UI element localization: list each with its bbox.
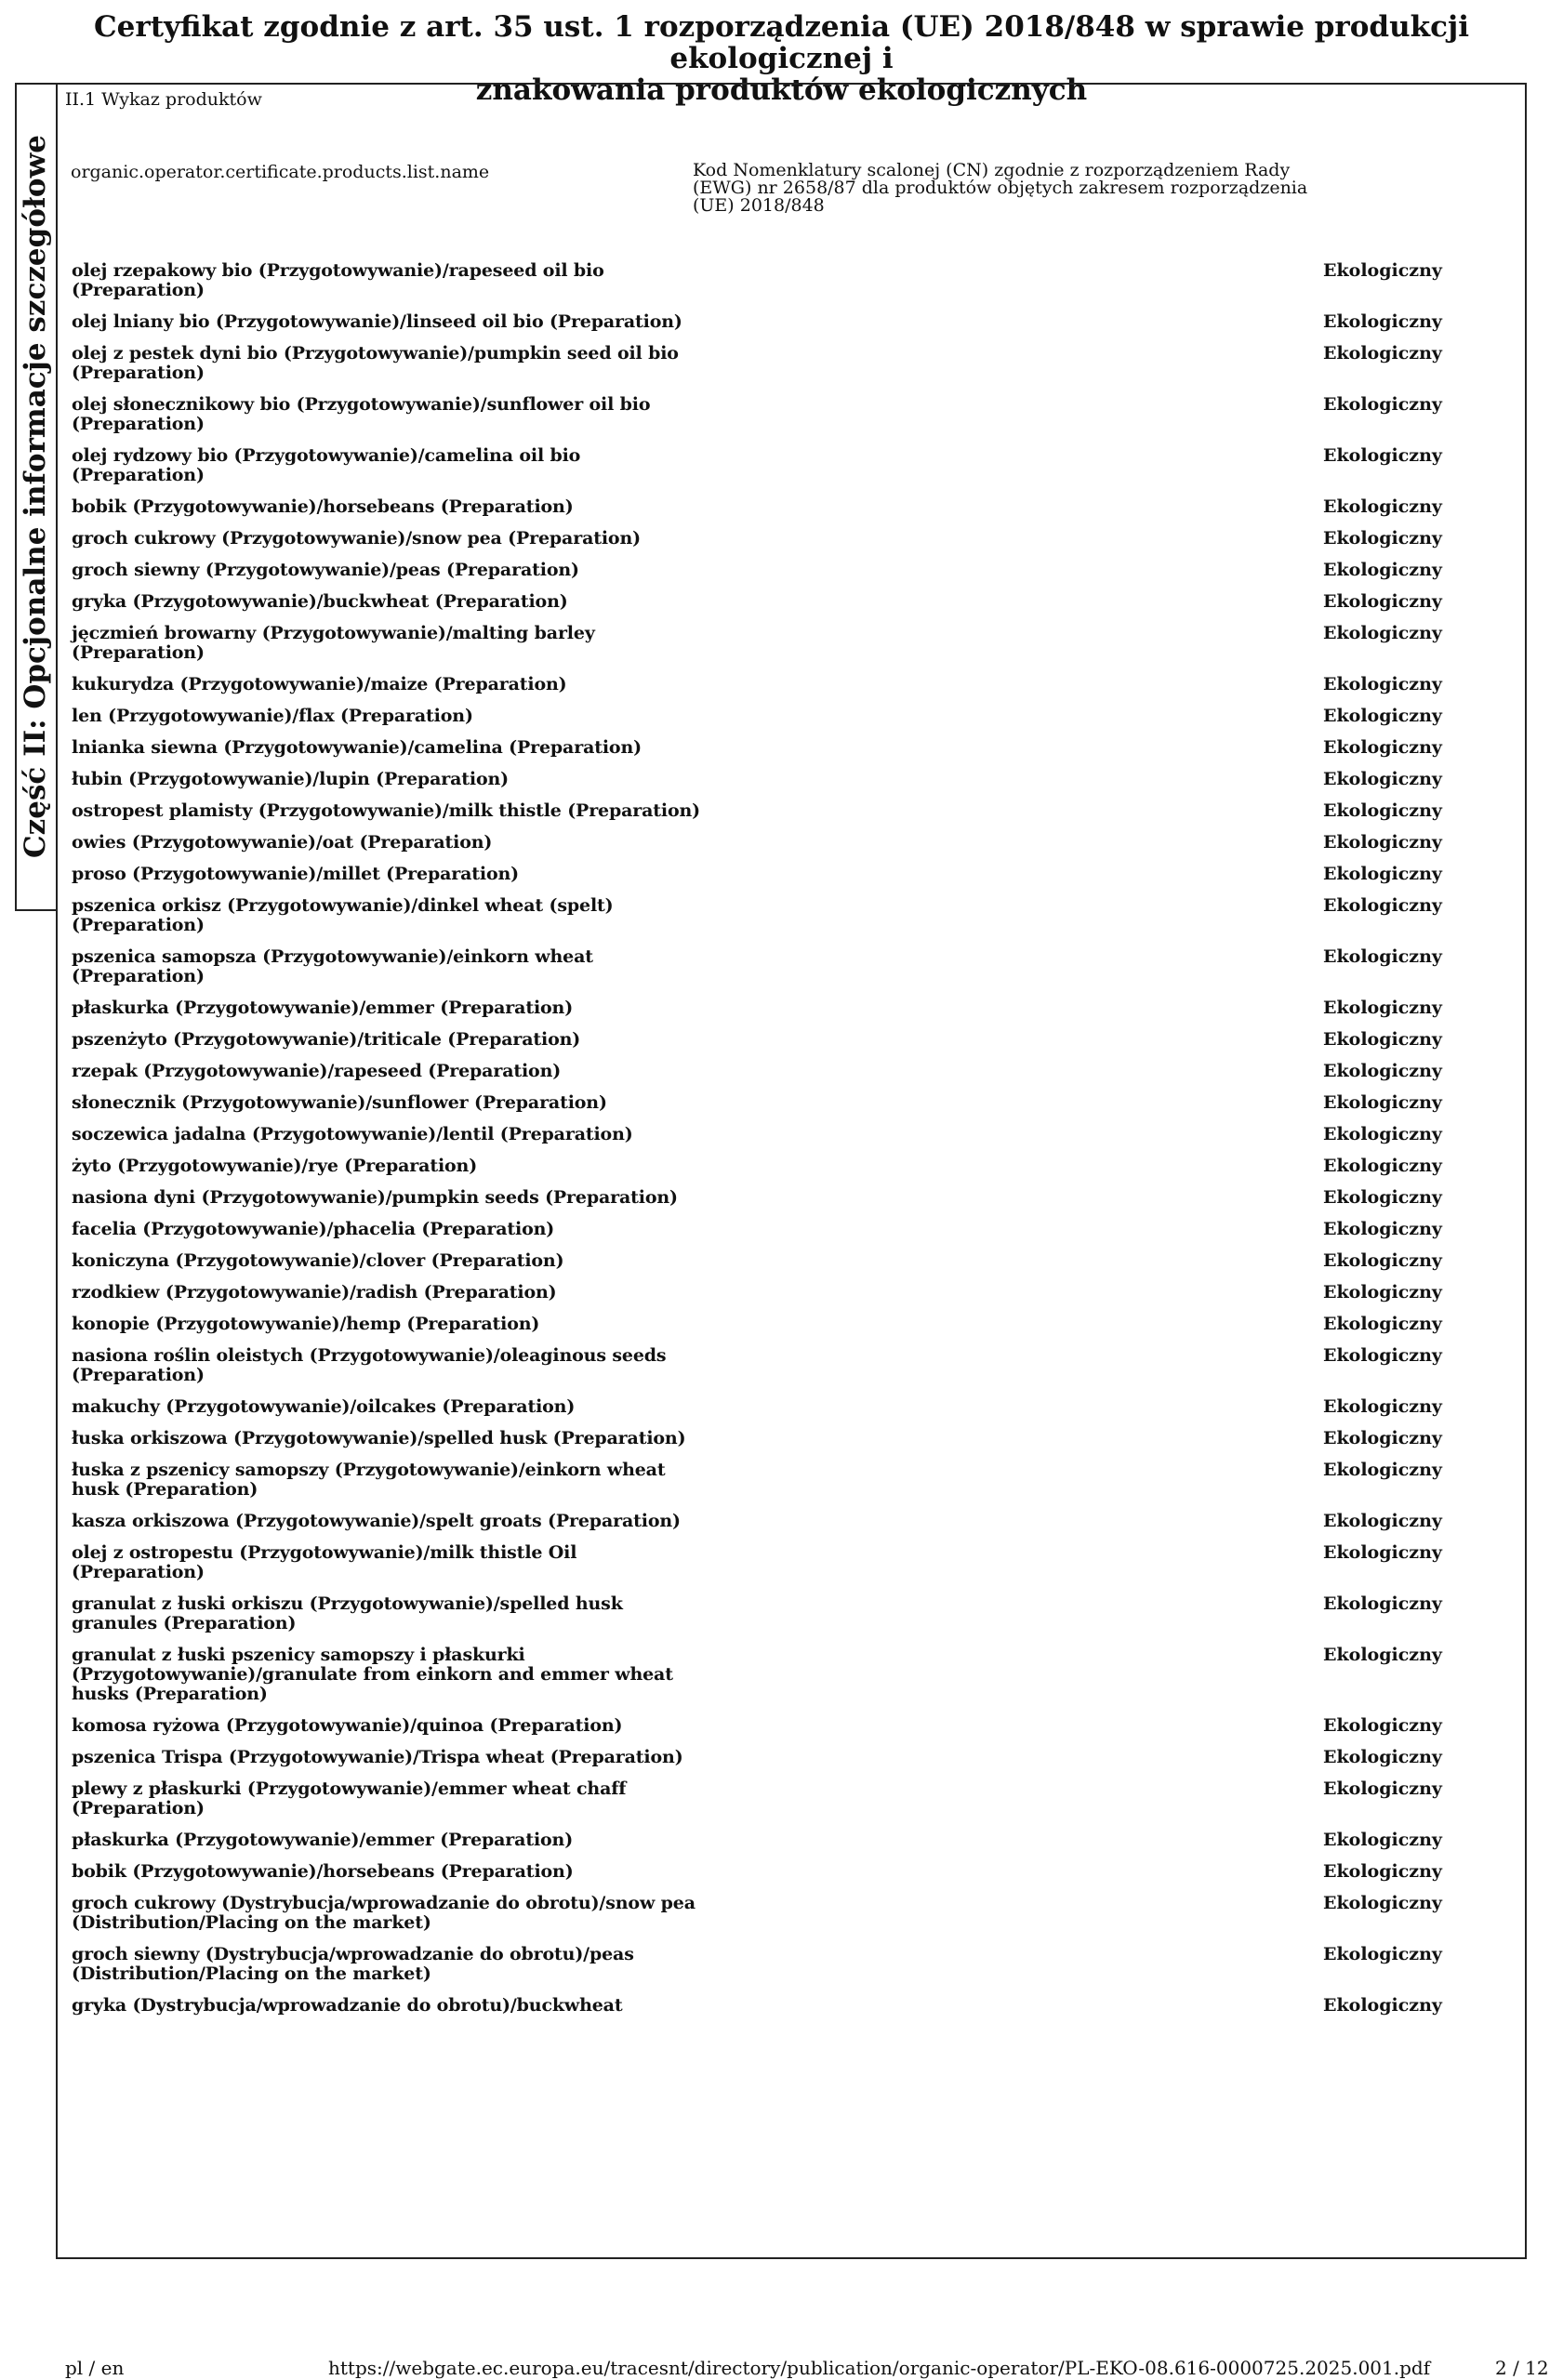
product-status: Ekologiczny xyxy=(1323,1396,1442,1417)
column-header-cn-code: Kod Nomenklatury scalonej (CN) zgodnie z rozporządzeniem Rady (EWG) nr 2658/87 dla produktów objętych zakresem rozporządzenia (UE) 2018/848 xyxy=(693,160,1308,216)
product-status: Ekologiczny xyxy=(1323,769,1442,789)
product-name: olej rydzowy bio (Przygotowywanie)/camelina oil bio (Preparation) xyxy=(72,445,581,485)
footer-document-url[interactable]: https://webgate.ec.europa.eu/tracesnt/directory/publication/organic-operator/PL-EKO-08.616-0000725.2025.001.pdf xyxy=(328,2357,1431,2379)
column-header-name: organic.operator.certificate.products.list.name xyxy=(71,162,490,182)
product-status: Ekologiczny xyxy=(1323,445,1442,466)
product-name: koniczyna (Przygotowywanie)/clover (Preparation) xyxy=(72,1250,564,1271)
product-name: bobik (Przygotowywanie)/horsebeans (Preparation) xyxy=(72,1861,574,1882)
document-title-line2: znakowania produktów ekologicznych xyxy=(475,73,1088,107)
product-row xyxy=(72,1461,1485,1500)
product-status: Ekologiczny xyxy=(1323,832,1442,853)
product-row xyxy=(72,497,1485,517)
product-name: pszenica Trispa (Przygotowywanie)/Trispa wheat (Preparation) xyxy=(72,1747,683,1767)
product-row xyxy=(72,561,1485,580)
product-row xyxy=(72,865,1485,884)
product-row xyxy=(72,1093,1485,1113)
product-status: Ekologiczny xyxy=(1323,1893,1442,1913)
product-status: Ekologiczny xyxy=(1323,1995,1442,2016)
product-name: konopie (Przygotowywanie)/hemp (Preparation) xyxy=(72,1314,540,1334)
product-status: Ekologiczny xyxy=(1323,1747,1442,1767)
product-name: plewy z płaskurki (Przygotowywanie)/emmer wheat chaff (Preparation) xyxy=(72,1778,627,1818)
product-status: Ekologiczny xyxy=(1323,591,1442,612)
product-row xyxy=(72,1346,1485,1385)
product-row xyxy=(72,801,1485,821)
product-row xyxy=(72,896,1485,935)
product-name: granulat z łuski pszenicy samopszy i płaskurki (Przygotowywanie)/granulate from einkorn and emmer wheat husks (Preparation) xyxy=(72,1645,673,1704)
product-row xyxy=(72,1188,1485,1208)
product-row xyxy=(72,1125,1485,1144)
product-status: Ekologiczny xyxy=(1323,895,1442,916)
product-status: Ekologiczny xyxy=(1323,800,1442,821)
product-row xyxy=(72,529,1485,549)
product-row xyxy=(72,998,1485,1018)
product-row xyxy=(72,675,1485,694)
product-row xyxy=(72,1594,1485,1633)
product-status: Ekologiczny xyxy=(1323,1460,1442,1480)
product-name: rzepak (Przygotowywanie)/rapeseed (Preparation) xyxy=(72,1061,562,1081)
product-row xyxy=(72,312,1485,332)
product-status: Ekologiczny xyxy=(1323,623,1442,643)
product-row xyxy=(72,344,1485,383)
footer-page-number: 2 / 12 xyxy=(1495,2357,1549,2379)
product-row xyxy=(72,1062,1485,1081)
product-row xyxy=(72,1251,1485,1271)
product-status: Ekologiczny xyxy=(1323,1156,1442,1176)
section-label: II.1 Wykaz produktów xyxy=(65,89,262,110)
product-name: soczewica jadalna (Przygotowywanie)/lentil (Preparation) xyxy=(72,1124,633,1144)
product-name: nasiona roślin oleistych (Przygotowywanie)/oleaginous seeds (Preparation) xyxy=(72,1345,667,1385)
product-name: groch cukrowy (Dystrybucja/wprowadzanie do obrotu)/snow pea (Distribution/Placing on the market) xyxy=(72,1893,695,1933)
product-status: Ekologiczny xyxy=(1323,260,1442,281)
product-name: łuska z pszenicy samopszy (Przygotowywanie)/einkorn wheat husk (Preparation) xyxy=(72,1460,666,1500)
product-name: żyto (Przygotowywanie)/rye (Preparation) xyxy=(72,1156,478,1176)
product-name: groch siewny (Dystrybucja/wprowadzanie do obrotu)/peas (Distribution/Placing on the market) xyxy=(72,1944,634,1984)
product-row xyxy=(72,1779,1485,1818)
product-status: Ekologiczny xyxy=(1323,1124,1442,1144)
product-status: Ekologiczny xyxy=(1323,1542,1442,1563)
product-name: olej z pestek dyni bio (Przygotowywanie)/pumpkin seed oil bio (Preparation) xyxy=(72,343,679,383)
product-status: Ekologiczny xyxy=(1323,1345,1442,1366)
product-name: komosa ryżowa (Przygotowywanie)/quinoa (Preparation) xyxy=(72,1715,623,1736)
product-name: olej rzepakowy bio (Przygotowywanie)/rapeseed oil bio (Preparation) xyxy=(72,260,604,300)
product-name: gryka (Przygotowywanie)/buckwheat (Preparation) xyxy=(72,591,568,612)
product-name: kukurydza (Przygotowywanie)/maize (Preparation) xyxy=(72,674,567,694)
product-status: Ekologiczny xyxy=(1323,1778,1442,1799)
product-name: kasza orkiszowa (Przygotowywanie)/spelt groats (Preparation) xyxy=(72,1511,681,1531)
product-status: Ekologiczny xyxy=(1323,674,1442,694)
product-row xyxy=(72,1315,1485,1334)
product-row xyxy=(72,1716,1485,1736)
product-status: Ekologiczny xyxy=(1323,1314,1442,1334)
product-name: bobik (Przygotowywanie)/horsebeans (Preparation) xyxy=(72,496,574,517)
product-row xyxy=(72,1030,1485,1050)
product-status: Ekologiczny xyxy=(1323,496,1442,517)
product-name: płaskurka (Przygotowywanie)/emmer (Preparation) xyxy=(72,1830,574,1850)
product-name: granulat z łuski orkiszu (Przygotowywanie)/spelled husk granules (Preparation) xyxy=(72,1593,623,1633)
product-row xyxy=(72,1220,1485,1239)
product-status: Ekologiczny xyxy=(1323,1428,1442,1448)
product-status: Ekologiczny xyxy=(1323,1029,1442,1050)
product-status: Ekologiczny xyxy=(1323,1593,1442,1614)
product-name: olej słonecznikowy bio (Przygotowywanie)/sunflower oil bio (Preparation) xyxy=(72,394,651,434)
product-status: Ekologiczny xyxy=(1323,1944,1442,1964)
product-name: len (Przygotowywanie)/flax (Preparation) xyxy=(72,706,473,726)
product-row xyxy=(72,1996,1485,2016)
product-name: słonecznik (Przygotowywanie)/sunflower (Preparation) xyxy=(72,1092,607,1113)
product-status: Ekologiczny xyxy=(1323,864,1442,884)
product-status: Ekologiczny xyxy=(1323,311,1442,332)
product-name: lnianka siewna (Przygotowywanie)/camelina (Preparation) xyxy=(72,737,642,758)
product-name: makuchy (Przygotowywanie)/oilcakes (Preparation) xyxy=(72,1396,576,1417)
product-status: Ekologiczny xyxy=(1323,1511,1442,1531)
product-status: Ekologiczny xyxy=(1323,560,1442,580)
product-row xyxy=(72,1646,1485,1704)
document-title-line1: Certyfikat zgodnie z art. 35 ust. 1 rozporządzenia (UE) 2018/848 w sprawie produkcji ekologicznej i xyxy=(94,10,1469,75)
product-row xyxy=(72,1831,1485,1850)
product-name: proso (Przygotowywanie)/millet (Preparation) xyxy=(72,864,519,884)
product-name: pszenica samopsza (Przygotowywanie)/einkorn wheat (Preparation) xyxy=(72,946,593,986)
product-row xyxy=(72,395,1485,434)
product-name: facelia (Przygotowywanie)/phacelia (Preparation) xyxy=(72,1219,555,1239)
product-list xyxy=(72,261,1485,2028)
product-status: Ekologiczny xyxy=(1323,706,1442,726)
product-row xyxy=(72,833,1485,853)
product-row xyxy=(72,770,1485,789)
product-status: Ekologiczny xyxy=(1323,1219,1442,1239)
product-row xyxy=(72,592,1485,612)
product-row xyxy=(72,1945,1485,1984)
product-status: Ekologiczny xyxy=(1323,998,1442,1018)
product-status: Ekologiczny xyxy=(1323,1861,1442,1882)
product-name: łubin (Przygotowywanie)/lupin (Preparation) xyxy=(72,769,509,789)
product-status: Ekologiczny xyxy=(1323,1187,1442,1208)
product-name: jęczmień browarny (Przygotowywanie)/malting barley (Preparation) xyxy=(72,623,595,663)
product-status: Ekologiczny xyxy=(1323,343,1442,364)
product-row xyxy=(72,1157,1485,1176)
product-name: owies (Przygotowywanie)/oat (Preparation) xyxy=(72,832,493,853)
product-row xyxy=(72,1397,1485,1417)
product-name: olej lniany bio (Przygotowywanie)/linseed oil bio (Preparation) xyxy=(72,311,682,332)
product-status: Ekologiczny xyxy=(1323,1830,1442,1850)
product-row xyxy=(72,261,1485,300)
product-name: groch cukrowy (Przygotowywanie)/snow pea (Preparation) xyxy=(72,528,641,549)
product-row xyxy=(72,738,1485,758)
product-row xyxy=(72,1862,1485,1882)
product-row xyxy=(72,446,1485,485)
product-name: pszenżyto (Przygotowywanie)/triticale (Preparation) xyxy=(72,1029,581,1050)
product-row xyxy=(72,1543,1485,1582)
product-row xyxy=(72,1283,1485,1302)
product-status: Ekologiczny xyxy=(1323,1645,1442,1665)
product-name: ostropest plamisty (Przygotowywanie)/milk thistle (Preparation) xyxy=(72,800,701,821)
product-status: Ekologiczny xyxy=(1323,946,1442,967)
product-name: płaskurka (Przygotowywanie)/emmer (Preparation) xyxy=(72,998,574,1018)
product-status: Ekologiczny xyxy=(1323,1715,1442,1736)
product-status: Ekologiczny xyxy=(1323,1092,1442,1113)
product-status: Ekologiczny xyxy=(1323,528,1442,549)
product-status: Ekologiczny xyxy=(1323,1282,1442,1302)
part-two-side-label: Część II: Opcjonalne informacje szczegółowe xyxy=(19,134,52,859)
product-row xyxy=(72,624,1485,663)
product-row xyxy=(72,707,1485,726)
footer-language: pl / en xyxy=(65,2357,125,2379)
product-name: rzodkiew (Przygotowywanie)/radish (Preparation) xyxy=(72,1282,557,1302)
product-name: gryka (Dystrybucja/wprowadzanie do obrotu)/buckwheat xyxy=(72,1995,623,2016)
product-name: olej z ostropestu (Przygotowywanie)/milk thistle Oil (Preparation) xyxy=(72,1542,577,1582)
product-name: pszenica orkisz (Przygotowywanie)/dinkel wheat (spelt) (Preparation) xyxy=(72,895,614,935)
product-name: nasiona dyni (Przygotowywanie)/pumpkin seeds (Preparation) xyxy=(72,1187,678,1208)
product-row xyxy=(72,947,1485,986)
product-status: Ekologiczny xyxy=(1323,394,1442,415)
product-name: groch siewny (Przygotowywanie)/peas (Preparation) xyxy=(72,560,579,580)
product-status: Ekologiczny xyxy=(1323,1061,1442,1081)
product-row xyxy=(72,1429,1485,1448)
product-row xyxy=(72,1894,1485,1933)
product-row xyxy=(72,1512,1485,1531)
product-status: Ekologiczny xyxy=(1323,737,1442,758)
product-row xyxy=(72,1748,1485,1767)
product-status: Ekologiczny xyxy=(1323,1250,1442,1271)
product-name: łuska orkiszowa (Przygotowywanie)/spelled husk (Preparation) xyxy=(72,1428,686,1448)
